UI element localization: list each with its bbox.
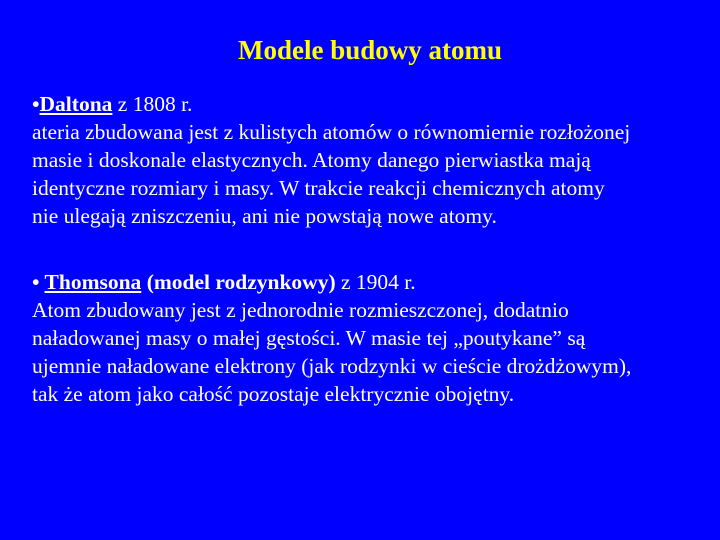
thomson-model-section xyxy=(32,268,720,408)
slide-title: Modele budowy atomu xyxy=(237,35,502,65)
dalton-date: z 1808 r. xyxy=(112,92,193,116)
thomson-text-line-3: ujemnie naładowane elektrony (jak rodzynki w cieście drożdżowym), xyxy=(32,354,632,378)
thomson-date: z 1904 r. xyxy=(335,270,416,294)
dalton-heading xyxy=(32,90,720,118)
dalton-model-section xyxy=(32,90,720,230)
thomson-text-line-1: Atom zbudowany jest z jednorodnie rozmieszczonej, dodatnio xyxy=(32,298,569,322)
dalton-text-line-4: nie ulegają zniszczeniu, ani nie powstają nowe atomy. xyxy=(32,204,497,228)
dalton-name: Daltona xyxy=(39,92,113,116)
dalton-text-line-1: ateria zbudowana jest z kulistych atomów o równomiernie rozłożonej xyxy=(32,120,631,144)
dalton-text-line-2: masie i doskonale elastycznych. Atomy danego pierwiastka mają xyxy=(32,148,591,172)
bullet-icon: • xyxy=(32,270,45,294)
thomson-text-line-2: naładowanej masy o małej gęstości. W masie tej „poutykane” są xyxy=(32,326,586,350)
bullet-icon: • xyxy=(32,92,40,116)
thomson-model-note: (model rodzynkowy) xyxy=(141,270,336,294)
thomson-name: Thomsona xyxy=(44,270,142,294)
dalton-text-line-3: identyczne rozmiary i masy. W trakcie reakcji chemicznych atomy xyxy=(32,176,605,200)
thomson-text-line-4: tak że atom jako całość pozostaje elektrycznie obojętny. xyxy=(32,382,515,406)
thomson-heading xyxy=(32,268,720,296)
